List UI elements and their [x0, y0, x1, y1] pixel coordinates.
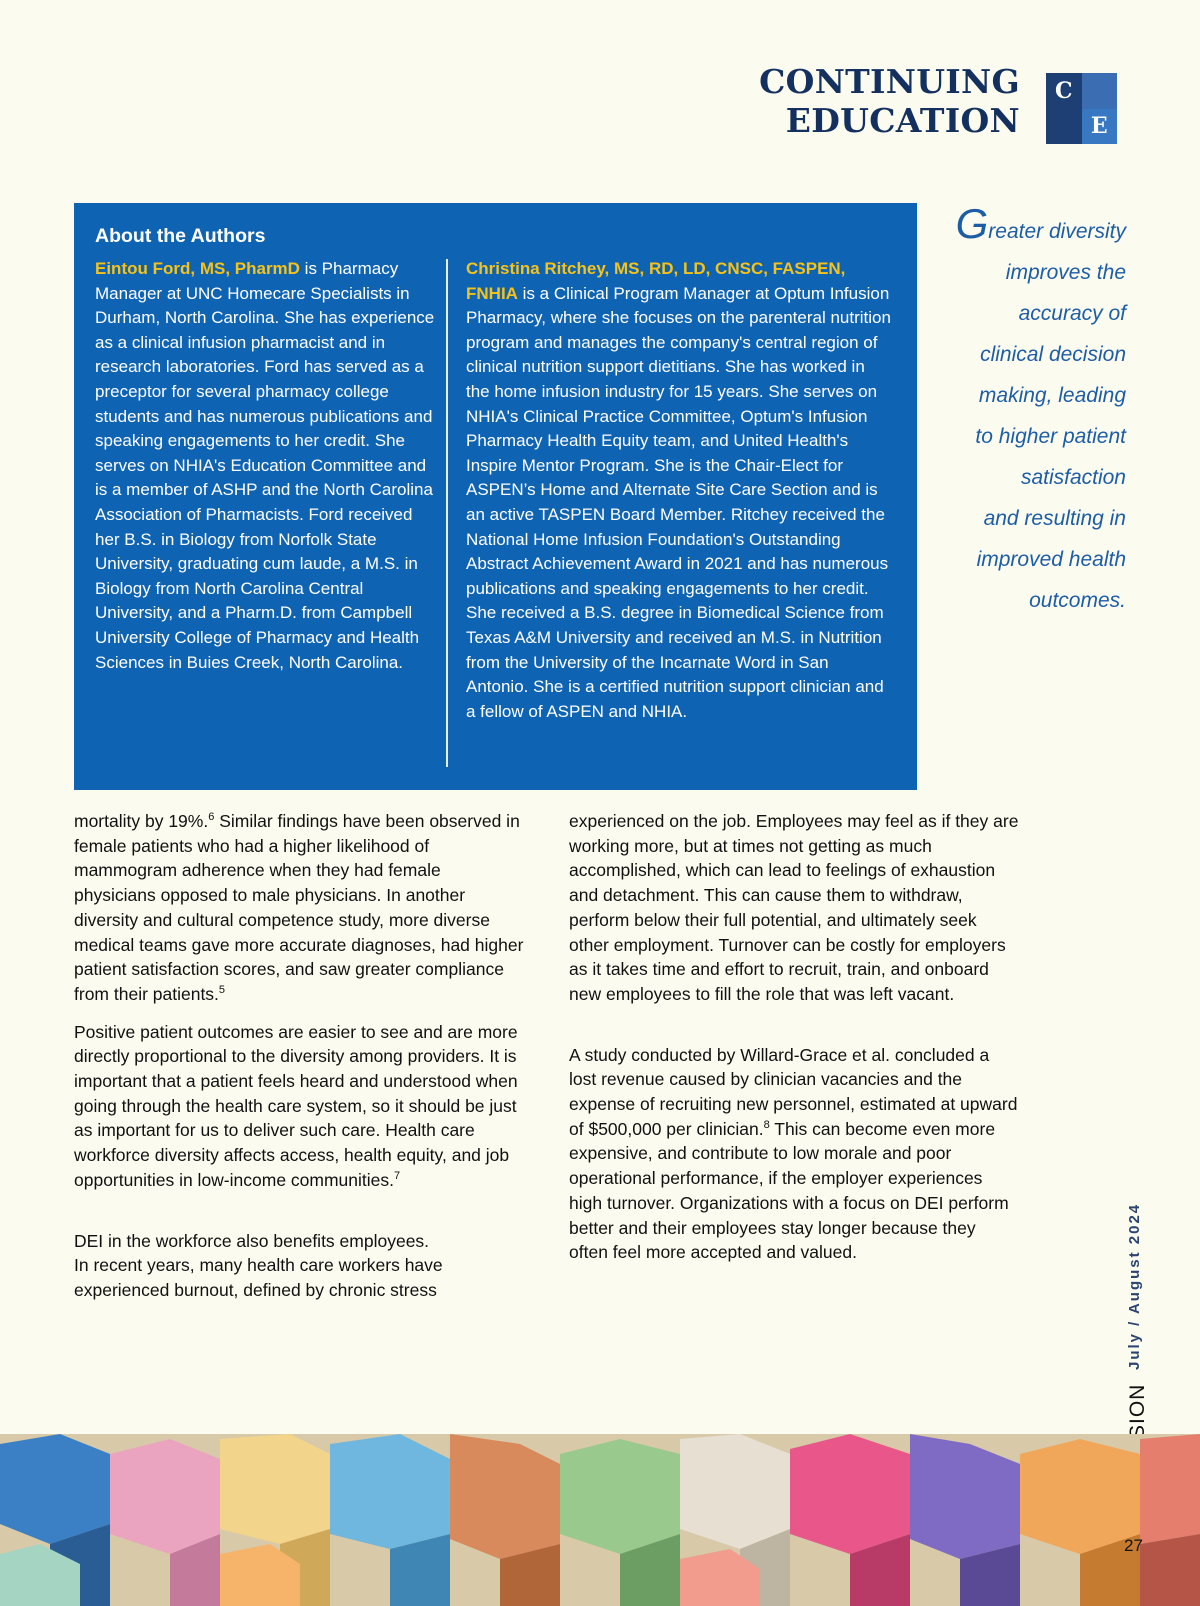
author-bio-ritchey [466, 257, 891, 724]
page-number: 27 [1124, 1536, 1143, 1555]
ce-logo-quadrant [1046, 109, 1082, 145]
citation-superscript: 7 [394, 1170, 401, 1183]
pull-quote-line: accuracy of [1018, 302, 1126, 325]
pull-quote-initial: G [955, 200, 989, 247]
author-name: Christina Ritchey, MS, RD, LD, CNSC, FASPEN, FNHIA [466, 259, 846, 303]
citation-superscript: 6 [208, 811, 215, 824]
pull-quote [940, 200, 1126, 621]
body-text: DEI in the workforce also benefits employees. [74, 1230, 430, 1251]
about-authors-box [74, 203, 917, 790]
ce-logo-letter-c: C [1046, 73, 1082, 109]
ce-logo-letter-e: E [1082, 109, 1118, 145]
section-title: CONTINUING EDUCATION [759, 62, 1020, 140]
pull-quote-line: outcomes. [1029, 589, 1126, 612]
colorful-blocks-image [0, 1434, 1200, 1606]
citation-superscript: 5 [218, 984, 226, 997]
pull-quote-line: clinical decision [980, 343, 1126, 366]
pull-quote-line: reater diversity [988, 220, 1126, 243]
body-text: Similar findings have been observed in female patients who had a higher likelihood of mammogram adherence when they had female physicians opposed to male physicians. In another diversity and cultural competence study, more diverse medical teams gave more accurate diagnoses, had higher patient satisfaction scores, and saw greater compliance from their patients. [74, 811, 524, 1004]
pull-quote-line: satisfaction [1020, 466, 1126, 489]
body-paragraph [74, 1020, 524, 1193]
pull-quote-line: improved health [976, 548, 1126, 571]
pull-quote-line: improves the [1005, 261, 1126, 284]
author-bio-text: is a Clinical Program Manager at Optum Infusion Pharmacy, where she focuses on the parenteral nutrition program and manages the company's central region of clinical nutrition support dietitians. She has worked in the home infusion industry for 15 years. She serves on NHIA's Clinical Practice Committee, Optum's Infusion Pharmacy Health Equity team, and United Health's Inspire Mentor Program. She is the Chair-Elect for ASPEN’s Home and Alternate Site Care Section and is an active TASPEN Board Member. Ritchey received the National Home Infusion Foundation's Outstanding Abstract Achievement Award in 2021 and has numerous publications and speaking engagements to her credit. She received a B.S. degree in Biomedical Science from Texas A&M University and received an M.S. in Nutrition from the University of the Incarnate Word in San Antonio. She is a certified nutrition support clinician and a fellow of ASPEN and NHIA. [466, 283, 891, 721]
body-paragraph [569, 809, 1019, 1007]
body-text: Positive patient outcomes are easier to see and are more directly proportional to the diversity among providers. It is important that a patient feels heard and understood when going through the health care system, so it should be just as important for us to deliver such care. Health care workforce diversity affects access, health equity, and job opportunities in low-income communities. [74, 1021, 518, 1190]
body-paragraph [74, 1229, 524, 1303]
body-text: experienced on the job. Employees may feel as if they are working more, but at times not getting as much accomplished, which can lead to feelings of exhaustion and detachment. This can cause them to withdraw, perform below their full potential, and ultimately seek other employment. Turnover can be costly for employers as it takes time and effort to recruit, train, and onboard new employees to fill the role that was left vacant. [569, 811, 1019, 1004]
author-bio-text: is Pharmacy Manager at UNC Homecare Specialists in Durham, North Carolina. She has experience as a clinical infusion pharmacist and in research laboratories. Ford has served as a preceptor for several pharmacy college students and has numerous publications and speaking engagements to her credit. She serves on NHIA's Education Committee and is a member of ASHP and the North Carolina Association of Pharmacists. Ford received her B.S. in Biology from Norfolk State University, graduating cum laude, a M.S. in Biology from North Carolina Central University, and a Pharm.D. from Campbell University College of Pharmacy and Health Sciences in Buies Creek, North Carolina. [95, 259, 435, 672]
citation-superscript: 8 [763, 1118, 770, 1131]
authors-heading: About the Authors [95, 225, 266, 247]
ce-logo [1046, 73, 1117, 144]
issue-date: July / August 2024 [1126, 1202, 1143, 1370]
body-text: This can become even more expensive, and contribute to low morale and poor operational performance, if the employer experiences high turnover. Organizations with a focus on DEI perform better and their employees stay longer because they often feel more accepted and valued. [569, 1118, 1009, 1263]
author-name: Eintou Ford, MS, PharmD [95, 259, 300, 278]
body-paragraph [569, 1043, 1019, 1265]
body-column-left [74, 809, 524, 1316]
pull-quote-line: to higher patient [975, 425, 1126, 448]
body-paragraph [74, 809, 524, 1007]
body-text: mortality by 19%. [74, 811, 209, 831]
pull-quote-line: making, leading [978, 384, 1126, 407]
author-bio-ford [95, 257, 435, 675]
body-column-right [569, 809, 1019, 1278]
body-text: A study conducted by Willard-Grace et al. concluded a lost revenue caused by clinician vacancies and the expense of recruiting new personnel, estimated at upward of $500,000 per clinician. [569, 1044, 1018, 1139]
ce-logo-quadrant [1082, 73, 1118, 109]
body-text: In recent years, many health care workers have experienced burnout, defined by chronic stress [74, 1255, 443, 1300]
pull-quote-line: and resulting in [983, 507, 1126, 530]
column-divider [446, 259, 448, 767]
